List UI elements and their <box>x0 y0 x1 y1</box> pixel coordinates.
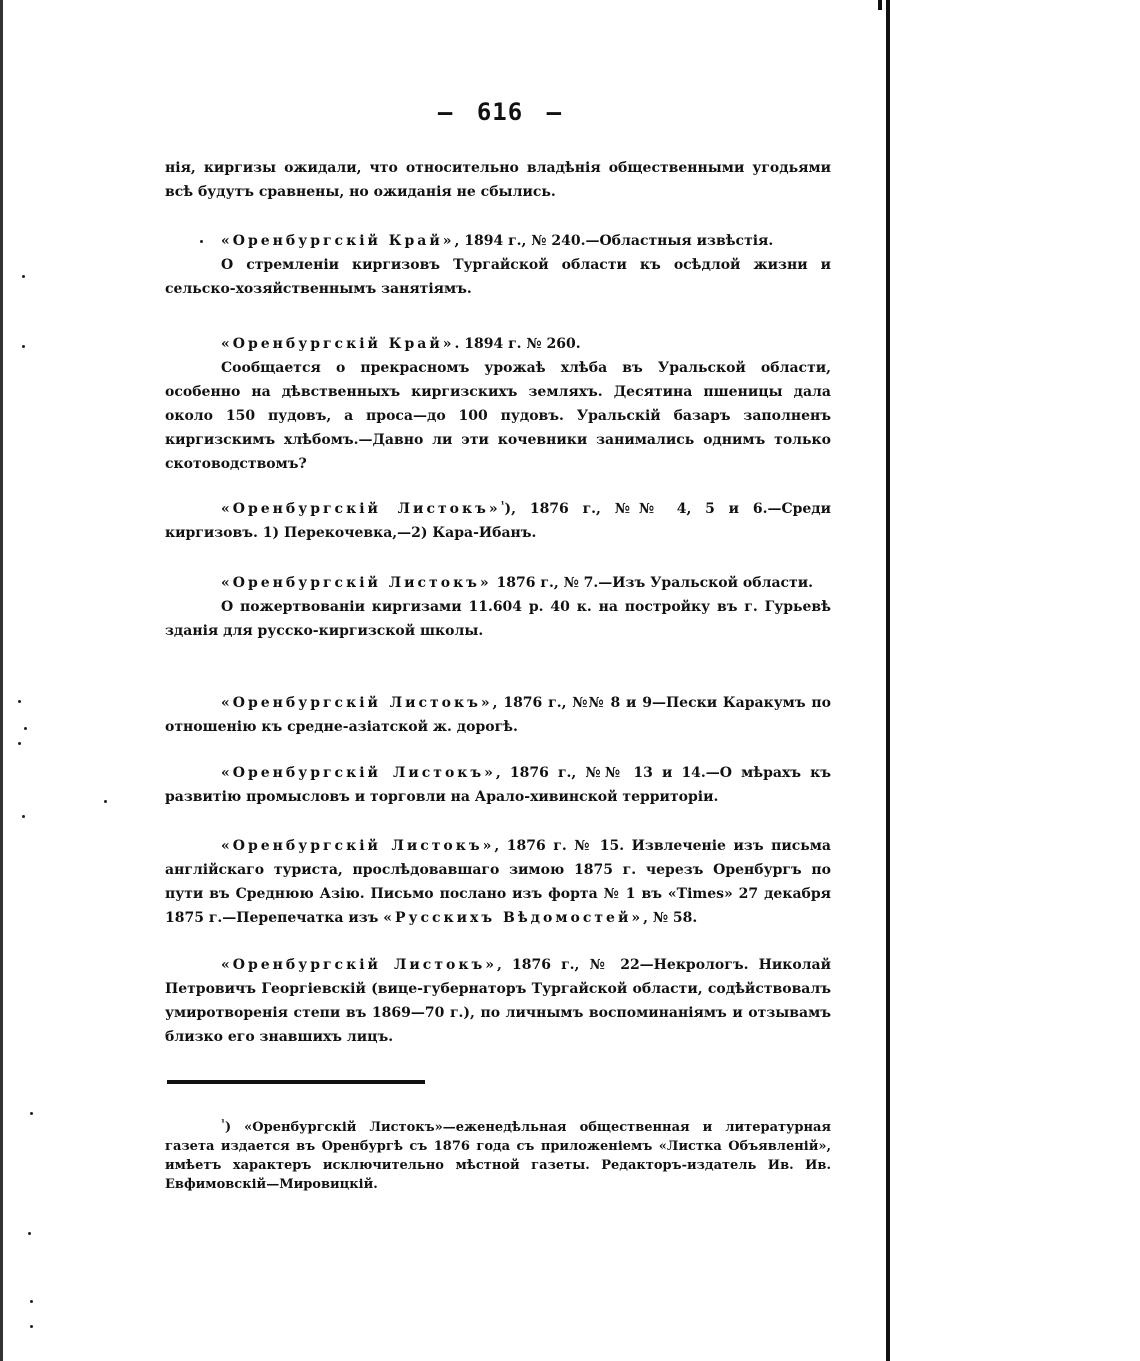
entry-body: О пожертвованіи киргизами 11.604 р. 40 к. на постройку въ г. Гурьевѣ зданія для русско-киргизской школы. <box>165 599 831 639</box>
entry-details: 1876 г., № 7.—Изъ Уральской области. <box>491 575 813 591</box>
entry-quoted-source: «Русскихъ Вѣдомостей» <box>383 910 644 926</box>
entry-details: , 1876 г., № 22—Некрологъ. Николай Петровичъ Георгіевскій (вице-губернаторъ Тургайской области, содѣйствовалъ умиротворенія степи въ 1869—70 г.), по личнымъ воспоминаніямъ и отзывамъ близко его знавшихъ лицъ. <box>165 957 831 1045</box>
entry-heading <box>165 332 831 356</box>
entry-details-end: , № 58. <box>643 910 698 926</box>
entry-heading <box>165 761 831 809</box>
footnote-reference: ¹ <box>500 500 505 511</box>
footnote-body: ) «Оренбургскій Листокъ»—еженедѣльная общественная и литературная газета издается въ Оренбургѣ съ 1876 года съ приложеніемъ «Листка Объявленій», имѣетъ характеръ исключительно мѣстной газеты. Редакторъ-издатель Ив. Ив. Евфимовскій—Мировицкій. <box>165 1120 831 1192</box>
entry-body: Сообщается о прекрасномъ урожаѣ хлѣба въ Уральской области, особенно на дѣвственныхъ киргизскихъ земляхъ. Десятина пшеницы дала около 150 пудовъ, а проса—до 100 пудовъ. Уральскій базаръ заполненъ киргизскимъ хлѣбомъ.—Давно ли эти кочевники занимались однимъ только скотоводствомъ? <box>165 360 831 472</box>
entry-source: «Оренбургскій Листокъ» <box>221 575 492 591</box>
page-number-value: 616 <box>476 98 524 126</box>
scan-speck <box>30 1300 33 1303</box>
bibliography-entry <box>165 332 831 476</box>
footnote-divider <box>167 1080 425 1084</box>
entry-details: , 1876 г., №№ 13 и 14.—О мѣрахъ къ развитію промысловъ и торговли на Арало-хивинской территоріи. <box>165 765 832 805</box>
footnote-text <box>165 1118 831 1194</box>
scan-speck <box>18 742 21 745</box>
left-page-border <box>0 0 3 1361</box>
bibliography-entry <box>165 229 831 301</box>
scan-speck <box>28 1232 31 1235</box>
entry-heading <box>165 497 831 545</box>
entry-heading <box>165 691 831 739</box>
continuation-paragraph <box>165 156 831 204</box>
entry-heading <box>165 571 831 595</box>
entry-source: «Оренбургскій Край» <box>221 233 455 249</box>
entry-source: «Оренбургскій Край» <box>221 336 455 352</box>
bibliography-entry <box>165 497 831 545</box>
right-page-border <box>886 0 890 1361</box>
scan-speck <box>22 345 25 348</box>
scan-speck <box>22 815 25 818</box>
bibliography-entry <box>165 834 831 930</box>
entry-details: ), 1876 г., №№ 4, 5 и 6.—Среди киргизовъ. 1) Перекочевка,—2) Кара-Ибанъ. <box>165 501 831 541</box>
entry-heading <box>165 953 831 1049</box>
entry-source: «Оренбургскій Листокъ» <box>221 957 497 973</box>
page-number-dash-left: — <box>437 98 454 126</box>
right-page-border-tick <box>878 0 882 10</box>
page-number-dash-right: — <box>546 98 563 126</box>
entry-details: , 1876 г., №№ 8 и 9—Пески Каракумъ по отношенію къ средне-азіатской ж. дорогѣ. <box>165 695 831 735</box>
scan-speck <box>30 1325 33 1328</box>
footnote-mark: ¹ <box>221 1118 225 1129</box>
page-number <box>0 98 1000 126</box>
entry-details: , 1894 г., № 240.—Областныя извѣстія. <box>454 233 774 249</box>
bibliography-entry <box>165 953 831 1049</box>
scan-speck <box>30 1112 33 1115</box>
bibliography-entry <box>165 761 831 809</box>
entry-source: «Оренбургскій Листокъ» <box>221 765 496 781</box>
scan-speck <box>22 275 25 278</box>
entry-source: «Оренбургскій Листокъ» <box>221 838 495 854</box>
entry-heading <box>165 229 831 253</box>
entry-details: . 1894 г. № 260. <box>454 336 581 352</box>
entry-body: О стремленіи киргизовъ Тургайской области къ осѣдлой жизни и сельско-хозяйственнымъ занятіямъ. <box>165 257 831 297</box>
scan-speck <box>24 727 27 730</box>
footnote <box>165 1118 831 1194</box>
continuation-text: нія, киргизы ожидали, что относительно владѣнія общественными угодьями всѣ будутъ сравнены, но ожиданія не сбылись. <box>165 160 831 200</box>
entry-source: «Оренбургскій Листокъ» <box>221 695 493 711</box>
bibliography-entry <box>165 571 831 643</box>
entry-heading <box>165 834 831 930</box>
scan-speck <box>18 700 21 703</box>
entry-details: , 1876 г. № 15. Извлеченіе изъ письма англійскаго туриста, прослѣдовавшаго зимою 1875 г. черезъ Оренбургъ по пути въ Среднюю Азію. Письмо послано изъ форта № 1 въ «Times» 27 декабря 1875 г.—Перепечатка изъ <box>165 838 832 926</box>
bibliography-entry <box>165 691 831 739</box>
scan-speck <box>104 800 107 803</box>
entry-source: «Оренбургскій Листокъ» <box>221 501 501 517</box>
